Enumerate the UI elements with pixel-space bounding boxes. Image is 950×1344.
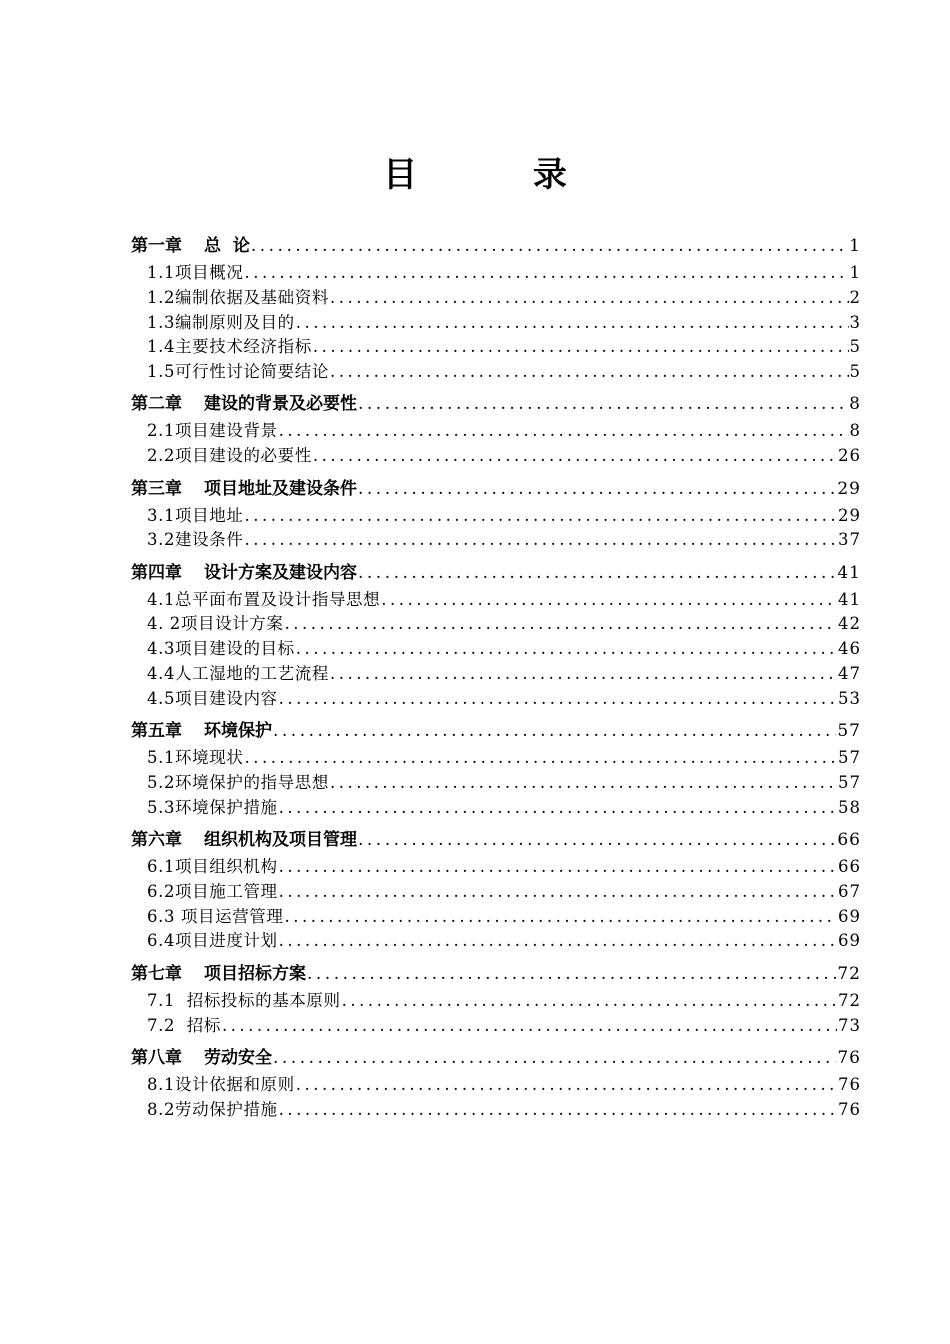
dot-leader [330,360,849,385]
section-number: 4.3 [147,639,176,659]
section-number: 2.1 [147,421,176,441]
section-title: 项目建设背景 [175,421,278,441]
toc-section-entry[interactable] [131,612,861,637]
page-number: 76 [837,1047,861,1068]
toc-section-entry[interactable] [131,687,861,712]
section-number: 4.1 [147,589,176,609]
page-number: 42 [838,614,861,634]
dot-leader [279,796,837,821]
section-number: 1.4 [147,337,176,357]
chapter-number: 第五章 [131,721,182,742]
page-number: 3 [849,312,861,332]
chapter-title: 建设的背景及必要性 [204,394,357,415]
section-title: 可行性讨论简要结论 [175,362,329,382]
toc-chapter-entry[interactable] [131,716,861,746]
section-title: 环境保护措施 [175,797,278,817]
toc-section-entry[interactable] [131,286,861,311]
dot-leader [330,662,837,687]
toc-section-entry[interactable] [131,444,861,469]
toc-chapter-entry[interactable] [131,474,861,504]
page-number: 41 [837,562,861,583]
chapter-number: 第二章 [131,394,182,415]
dot-leader [285,905,838,930]
page-number: 76 [838,1074,861,1094]
section-number: 5.1 [147,748,176,768]
section-number: 5.2 [147,772,176,792]
dot-leader [307,959,836,989]
dot-leader [296,311,849,336]
dot-leader [279,419,849,444]
dot-leader [244,504,837,529]
page-number: 69 [838,906,861,926]
page-number: 37 [838,530,861,550]
toc-chapter-entry[interactable] [131,558,861,588]
chapter-title: 总 论 [204,236,250,256]
page-number: 29 [838,505,861,525]
dot-leader [330,286,849,311]
page-number: 57 [838,772,861,792]
toc-section-entry[interactable] [131,905,861,930]
table-of-contents [131,231,861,1122]
toc-chapter-entry[interactable] [131,1043,861,1073]
section-title: 项目建设的必要性 [175,446,312,466]
chapter-number: 第四章 [131,562,182,583]
toc-section-entry[interactable] [131,360,861,385]
page-number: 41 [838,589,861,609]
page-number: 46 [838,639,861,659]
section-title: 建设条件 [175,530,244,550]
toc-section-entry[interactable] [131,855,861,880]
toc-section-entry[interactable] [131,989,861,1014]
page-number: 29 [837,478,861,499]
section-number: 1.2 [147,287,176,307]
chapter-title: 劳动安全 [204,1047,272,1068]
page-number: 8 [849,421,861,441]
section-title: 项目地址 [175,505,244,525]
section-title: 项目进度计划 [175,931,278,951]
dot-leader [279,880,837,905]
page-number: 58 [838,797,861,817]
page-number: 57 [837,721,861,742]
section-number: 3.2 [147,530,176,550]
dot-leader [279,687,837,712]
page-number: 72 [838,990,861,1010]
chapter-number: 第一章 [131,236,182,256]
toc-section-entry[interactable] [131,1098,861,1123]
page-number: 57 [838,748,861,768]
section-number: 5.3 [147,797,176,817]
chapter-title: 组织机构及项目管理 [204,830,357,851]
page-number: 73 [838,1015,861,1035]
section-number: 7.2 [147,1015,176,1035]
section-title: 环境保护的指导思想 [175,772,329,792]
dot-leader [285,612,838,637]
toc-section-entry[interactable] [131,419,861,444]
section-number: 6.4 [147,931,176,951]
section-title: 人工湿地的工艺流程 [175,664,329,684]
page-number: 5 [849,362,861,382]
dot-leader [358,825,836,855]
dot-leader [279,929,837,954]
toc-section-entry[interactable] [131,311,861,336]
toc-section-entry[interactable] [131,746,861,771]
section-title: 编制依据及基础资料 [175,287,329,307]
dot-leader [273,716,836,746]
toc-chapter-entry[interactable] [131,825,861,855]
chapter-number: 第七章 [131,963,182,984]
dot-leader [313,335,849,360]
section-number: 1.1 [147,263,176,282]
chapter-title: 设计方案及建设内容 [204,562,357,583]
toc-section-entry[interactable] [131,929,861,954]
dot-leader [244,528,837,553]
section-number: 6.3 [147,906,176,926]
page-number: 69 [838,931,861,951]
chapter-number: 第三章 [131,478,182,499]
section-number: 2.2 [147,446,176,466]
chapter-title: 项目招标方案 [204,963,306,984]
section-number: 4.5 [147,688,176,708]
toc-section-entry[interactable] [131,796,861,821]
section-title: 主要技术经济指标 [175,337,312,357]
section-title: 项目建设内容 [175,688,278,708]
section-title: 项目施工管理 [175,881,278,901]
page-number: 66 [838,857,861,877]
dot-leader [313,444,837,469]
toc-chapter-entry[interactable] [131,231,861,261]
page-number: 76 [838,1099,861,1119]
dot-leader [342,989,837,1014]
toc-chapter-entry[interactable] [131,389,861,419]
page-number: 8 [849,394,861,415]
section-title: 劳动保护措施 [175,1099,278,1119]
section-title: 项目设计方案 [180,614,284,634]
section-title: 招标 [175,1015,221,1035]
section-title: 设计依据和原则 [175,1074,295,1094]
dot-leader [244,746,837,771]
dot-leader [358,474,836,504]
section-title: 项目组织机构 [175,857,278,877]
dot-leader [358,389,848,419]
dot-leader [296,1073,837,1098]
toc-section-entry[interactable] [131,528,861,553]
section-number: 1.5 [147,362,176,382]
page-number: 26 [838,446,861,466]
dot-leader [296,637,837,662]
section-title: 项目建设的目标 [175,639,295,659]
section-title: 项目运营管理 [175,906,284,926]
page-title: 目 录 [383,155,619,195]
page-number: 1 [849,263,861,282]
dot-leader [279,855,837,880]
chapter-number: 第八章 [131,1047,182,1068]
dot-leader [251,231,848,261]
section-number: 4. 2 [147,614,181,634]
toc-section-entry[interactable] [131,771,861,796]
toc-section-entry[interactable] [131,1073,861,1098]
toc-section-entry[interactable] [131,880,861,905]
toc-section-entry[interactable] [131,335,861,360]
chapter-title: 环境保护 [204,721,272,742]
page-number: 66 [837,830,861,851]
dot-leader [381,588,837,613]
dot-leader [244,261,848,286]
toc-section-entry[interactable] [131,637,861,662]
toc-chapter-entry[interactable] [131,959,861,989]
section-number: 6.1 [147,857,176,877]
section-number: 1.3 [147,312,176,332]
section-title: 项目概况 [175,263,244,282]
dot-leader [279,1098,837,1123]
section-number: 6.2 [147,881,176,901]
toc-section-entry[interactable] [131,588,861,613]
toc-section-entry[interactable] [131,1014,861,1039]
section-title: 编制原则及目的 [175,312,295,332]
section-number: 8.2 [147,1099,176,1119]
page-number: 47 [838,664,861,684]
section-title: 招标投标的基本原则 [175,990,341,1010]
dot-leader [273,1043,836,1073]
dot-leader [330,771,837,796]
page-number: 5 [849,337,861,357]
page-number: 53 [838,688,861,708]
chapter-title: 项目地址及建设条件 [204,478,357,499]
page-number: 1 [849,236,861,256]
toc-section-entry[interactable] [131,504,861,529]
toc-section-entry[interactable] [131,261,861,286]
section-number: 4.4 [147,664,176,684]
section-title: 总平面布置及设计指导思想 [175,589,381,609]
section-title: 环境现状 [175,748,244,768]
section-number: 8.1 [147,1074,176,1094]
section-number: 3.1 [147,505,176,525]
page-number: 67 [838,881,861,901]
page-number: 72 [837,963,861,984]
dot-leader [358,558,836,588]
toc-section-entry[interactable] [131,662,861,687]
chapter-number: 第六章 [131,830,182,851]
section-number: 7.1 [147,990,176,1010]
page-number: 2 [849,287,861,307]
dot-leader [222,1014,837,1039]
